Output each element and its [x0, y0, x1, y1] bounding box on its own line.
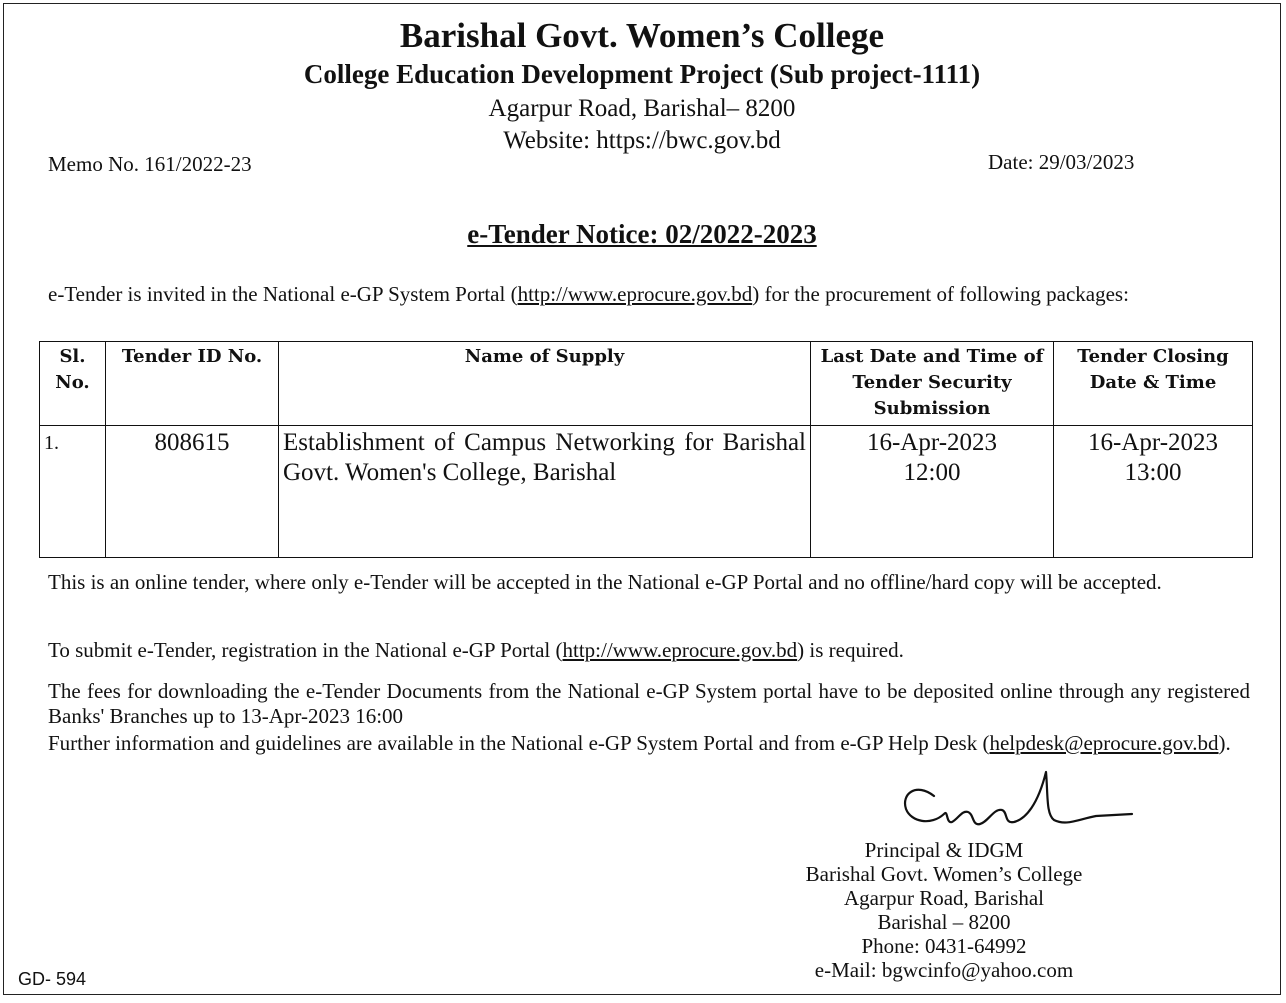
gd-code: GD- 594 [18, 969, 87, 989]
signatory-road: Agarpur Road, Barishal [843, 886, 1045, 910]
eprocure-link[interactable]: http://www.eprocure.gov.bd [517, 282, 753, 306]
cell-last-date [811, 426, 1054, 558]
header-name-of-supply: Name of Supply [279, 342, 811, 426]
header-closing-date: Tender Closing Date & Time [1054, 342, 1253, 426]
signatory-city: Barishal – 8200 [877, 910, 1011, 934]
college-website: Website: https://bwc.gov.bd [503, 127, 781, 154]
tender-table [39, 341, 1253, 558]
notice-title: e-Tender Notice: 02/2022-2023 [467, 219, 817, 249]
closing-date-value: 16-Apr-2023 [1087, 429, 1219, 456]
tender-notice-page [3, 3, 1281, 995]
table-row [40, 426, 1253, 558]
registration-paragraph: To submit e-Tender, registration in the National e-GP Portal (http://www.eprocure.gov.bd) is required. [48, 638, 904, 662]
table-header-row [40, 342, 1253, 426]
closing-time-value: 13:00 [1124, 459, 1182, 486]
notice-date: Date: 29/03/2023 [988, 150, 1135, 174]
cell-tender-id: 808615 [106, 426, 279, 558]
online-tender-paragraph: This is an online tender, where only e-Tender will be accepted in the National e-GP Portal and no offline/hard copy will be accepted. [48, 570, 1162, 594]
cell-closing-date [1054, 426, 1253, 558]
header-tender-id: Tender ID No. [106, 342, 279, 426]
header-last-date: Last Date and Time of Tender Security Submission [811, 342, 1054, 426]
fees-paragraph: The fees for downloading the e-Tender Documents from the National e-GP System portal have to be deposited online through any registered Banks' Branches up to 13-Apr-2023 16:00 [48, 679, 1250, 728]
memo-number: Memo No. 161/2022-23 [48, 152, 252, 176]
further-info-paragraph: Further information and guidelines are available in the National e-GP System Portal and from e-GP Help Desk (helpdesk@eprocure.gov.bd). [48, 731, 1231, 755]
signatory-phone: Phone: 0431-64992 [861, 934, 1027, 958]
helpdesk-email-link[interactable]: helpdesk@eprocure.gov.bd [989, 731, 1219, 755]
header-sl-no: Sl. No. [40, 342, 106, 426]
signatory-college: Barishal Govt. Women’s College [805, 862, 1083, 886]
principal-signature [896, 764, 1136, 844]
signature-block [764, 838, 1124, 982]
last-date-value: 16-Apr-2023 [866, 429, 998, 456]
cell-name-of-supply: Establishment of Campus Networking for Barishal Govt. Women's College, Barishal [279, 426, 811, 558]
project-name: College Education Development Project (Sub project-1111) [303, 59, 981, 89]
eprocure-link-2[interactable]: http://www.eprocure.gov.bd [562, 638, 798, 662]
college-address: Agarpur Road, Barishal– 8200 [488, 95, 796, 122]
college-name: Barishal Govt. Women’s College [399, 16, 885, 55]
intro-paragraph: e-Tender is invited in the National e-GP System Portal (http://www.eprocure.gov.bd) for the procurement of following packages: [48, 282, 1129, 306]
signatory-designation: Principal & IDGM [864, 838, 1024, 862]
last-time-value: 12:00 [903, 459, 961, 486]
signatory-email: e-Mail: bgwcinfo@yahoo.com [814, 958, 1074, 982]
cell-sl-no: 1. [40, 426, 106, 558]
